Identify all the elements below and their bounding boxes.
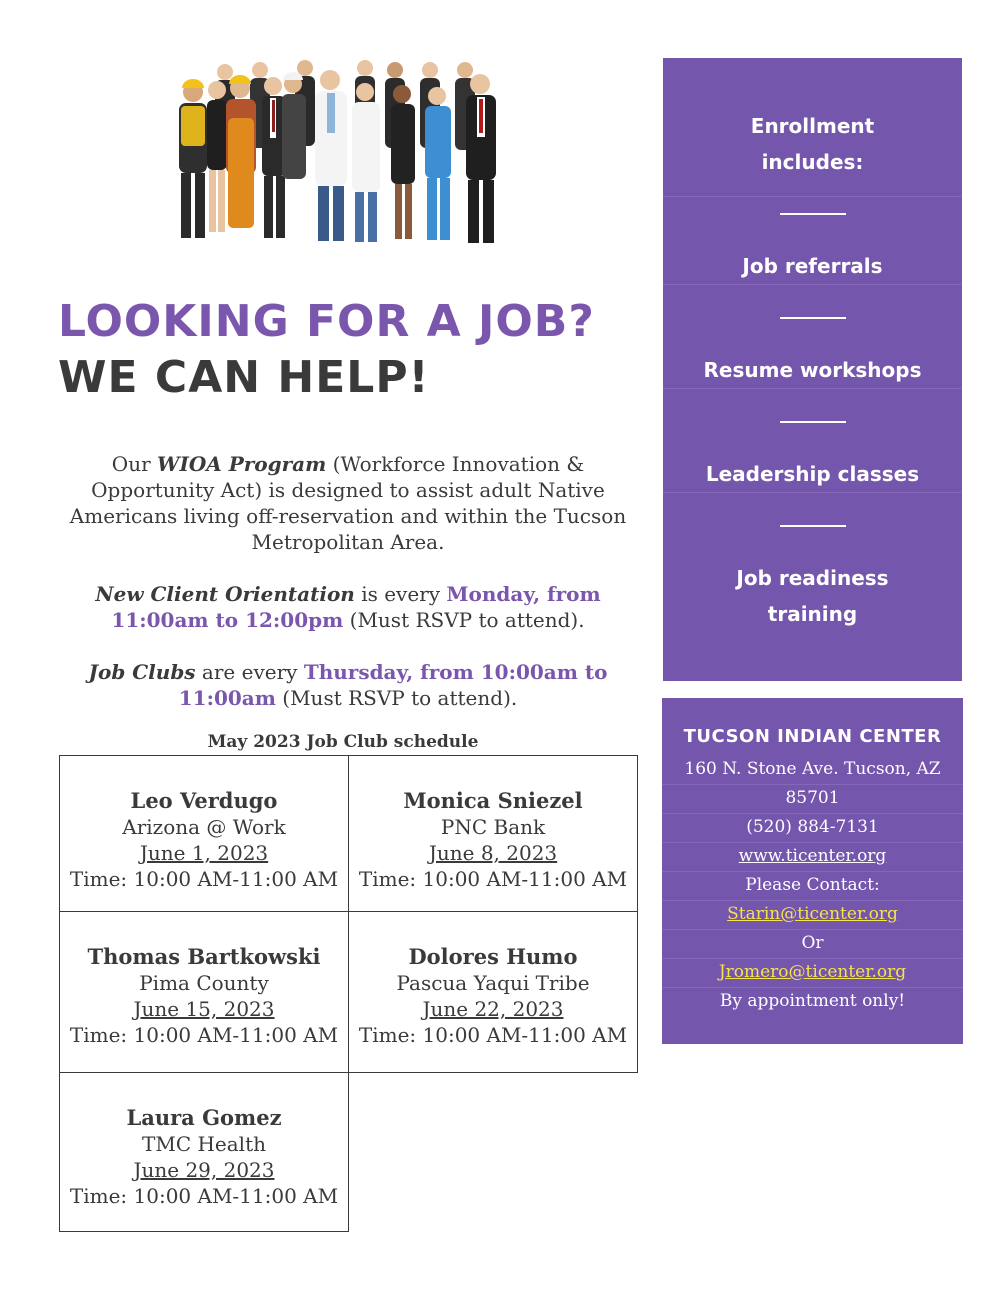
- speaker-org: Pima County: [139, 971, 269, 995]
- phone-number: (520) 884-7131: [662, 813, 963, 843]
- session-date: June 8, 2023: [428, 841, 558, 865]
- separator: [780, 213, 846, 215]
- speaker-name: Leo Verdugo: [130, 788, 278, 813]
- hero-image-professionals: [165, 58, 530, 253]
- website-row: [662, 842, 963, 872]
- enrollment-item: Leadership classes: [663, 456, 962, 493]
- schedule-cell: [59, 755, 349, 912]
- headline-looking-for-job: LOOKING FOR A JOB?: [58, 296, 595, 347]
- schedule-cell: [59, 911, 349, 1073]
- or-text: Or: [662, 929, 963, 959]
- schedule-title: May 2023 Job Club schedule: [207, 732, 479, 752]
- enrollment-item: Job referrals: [663, 248, 962, 285]
- speaker-name: Thomas Bartkowski: [87, 944, 321, 969]
- enrollment-item: Job readiness training: [736, 566, 889, 626]
- session-time: Time: 10:00 AM-11:00 AM: [358, 867, 628, 891]
- orientation-info: New Client Orientation is every Monday, from 11:00am to 12:00pm (Must RSVP to attend).: [95, 582, 601, 632]
- session-date: June 1, 2023: [139, 841, 269, 865]
- email-link-2[interactable]: Jromero@ticenter.org: [718, 962, 907, 982]
- email-link-1[interactable]: Starin@ticenter.org: [727, 904, 898, 924]
- enrollment-panel: [663, 58, 962, 681]
- orientation-label: New Client Orientation: [95, 582, 355, 606]
- org-name: TUCSON INDIAN CENTER: [683, 726, 942, 747]
- speaker-org: PNC Bank: [440, 815, 546, 839]
- speaker-name: Dolores Humo: [408, 944, 578, 969]
- contact-panel: [662, 698, 963, 1044]
- session-time: Time: 10:00 AM-11:00 AM: [69, 1184, 339, 1208]
- separator: [780, 317, 846, 319]
- session-time: Time: 10:00 AM-11:00 AM: [69, 1023, 339, 1047]
- please-contact: Please Contact:: [662, 871, 963, 901]
- speaker-name: Laura Gomez: [126, 1105, 282, 1130]
- separator: [780, 525, 846, 527]
- session-date: June 22, 2023: [422, 997, 564, 1021]
- address-zip: 85701: [662, 784, 963, 814]
- separator: [780, 421, 846, 423]
- schedule-cell: [348, 911, 638, 1073]
- session-date: June 15, 2023: [133, 997, 275, 1021]
- speaker-org: TMC Health: [142, 1132, 266, 1156]
- speaker-org: Pascua Yaqui Tribe: [396, 971, 590, 995]
- enrollment-item: Resume workshops: [663, 352, 962, 389]
- job-clubs-time: Thursday, from 10:00am to 11:00am: [178, 660, 608, 710]
- enrollment-heading: Enrollment includes:: [663, 108, 962, 197]
- program-name: WIOA Program: [157, 452, 327, 476]
- speaker-org: Arizona @ Work: [122, 815, 286, 839]
- appointment-note: By appointment only!: [719, 991, 906, 1011]
- email-row-1: [662, 900, 963, 930]
- orientation-time: Monday, from 11:00am to 12:00pm: [111, 582, 601, 632]
- job-clubs-label: Job Clubs: [88, 660, 196, 684]
- program-description: Our WIOA Program (Workforce Innovation & Opportunity Act) is designed to assist adult Native Americans living off-reservation and within the Tucson Metropolitan Area.: [69, 452, 627, 554]
- email-row-2: [662, 958, 963, 988]
- job-clubs-info: Job Clubs are every Thursday, from 10:00am to 11:00am (Must RSVP to attend).: [88, 660, 608, 710]
- session-time: Time: 10:00 AM-11:00 AM: [69, 867, 339, 891]
- session-time: Time: 10:00 AM-11:00 AM: [358, 1023, 628, 1047]
- schedule-cell: [59, 1072, 349, 1232]
- session-date: June 29, 2023: [133, 1158, 275, 1182]
- schedule-cell: [348, 755, 638, 912]
- headline-we-can-help: WE CAN HELP!: [58, 352, 430, 403]
- address-line: 160 N. Stone Ave. Tucson, AZ: [662, 755, 963, 785]
- website-link[interactable]: www.ticenter.org: [738, 846, 887, 866]
- speaker-name: Monica Sniezel: [403, 788, 583, 813]
